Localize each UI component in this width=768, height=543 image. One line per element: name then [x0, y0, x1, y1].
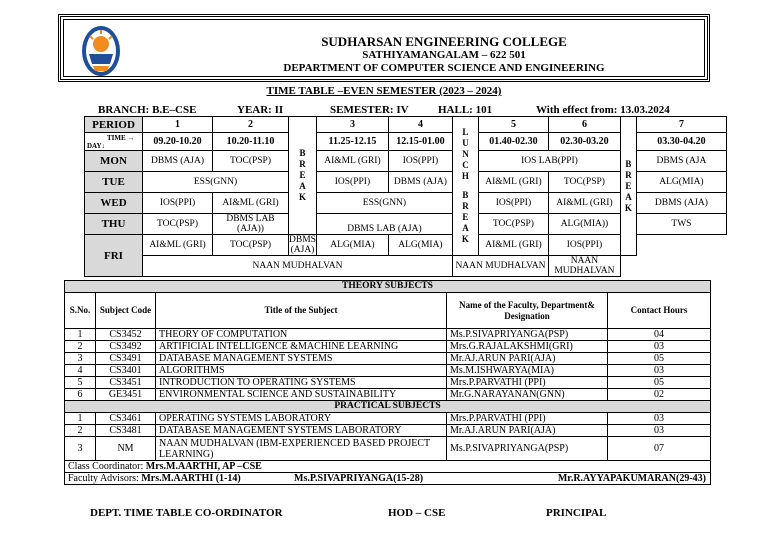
semester-label: SEMESTER: IV [330, 104, 409, 116]
effect-date-label: With effect from: 13.03.2024 [536, 104, 670, 116]
period-number: 2 [213, 117, 289, 133]
timetable-cell: NAAN MUDHALVAN [548, 256, 620, 277]
day-thu: THU [85, 214, 143, 235]
title-cell: THEORY OF COMPUTATION [156, 329, 447, 341]
sno-cell: 1 [65, 329, 96, 341]
principal-signature: PRINCIPAL [546, 507, 607, 519]
title-cell: NAAN MUDHALVAN (IBM-EXPERIENCED BASED PROJECT LEARNING) [156, 437, 447, 461]
title-cell: DATABASE MANAGEMENT SYSTEMS LABORATORY [156, 425, 447, 437]
table-row [65, 329, 711, 341]
period-time: 11.25-12.15 [316, 133, 388, 151]
college-header [58, 14, 710, 82]
timetable-cell: TOC(PSP) [213, 235, 289, 256]
timetable-cell: ALG(MIA)) [548, 214, 620, 235]
coordinator-name: Mrs.M.AARTHI, AP –CSE [145, 461, 262, 472]
hours-cell: 03 [608, 341, 711, 353]
timetable-cell: IOS(PPI) [478, 193, 548, 214]
timetable-cell: AI&ML (GRI) [316, 151, 388, 172]
hours-cell: 03 [608, 425, 711, 437]
code-cell: CS3461 [96, 413, 156, 425]
timetable-cell: TOC(PSP) [143, 214, 213, 235]
day-tue: TUE [85, 172, 143, 193]
timetable-cell: IOS(PPI) [143, 193, 213, 214]
hod-signature: HOD – CSE [388, 507, 446, 519]
hours-cell: 03 [608, 365, 711, 377]
time-label: TIME → [107, 133, 135, 142]
column-header: Subject Code [96, 293, 156, 329]
timetable-cell: TOC(PSP) [213, 151, 289, 172]
department-name: DEPARTMENT OF COMPUTER SCIENCE AND ENGINEERING [283, 62, 605, 74]
hours-cell: 04 [608, 329, 711, 341]
advisors-label: Faculty Advisors: [68, 473, 142, 484]
hours-cell: 03 [608, 413, 711, 425]
sno-cell: 6 [65, 389, 96, 401]
break-letter: B [299, 148, 306, 158]
code-cell: CS3491 [96, 353, 156, 365]
timetable-grid [84, 116, 727, 277]
lunch-letter: N [462, 149, 469, 159]
period-number: 4 [388, 117, 452, 133]
lunch-break-letter: R [462, 201, 469, 211]
timetable-cell: AI&ML (GRI) [478, 172, 548, 193]
period-time: 01.40-02.30 [478, 133, 548, 151]
year-label: YEAR: II [237, 104, 284, 116]
timetable-cell: IOS(PPI) [316, 172, 388, 193]
code-cell: CS3481 [96, 425, 156, 437]
hours-cell: 02 [608, 389, 711, 401]
lunch-column [452, 117, 478, 256]
lunch-letter: L [462, 127, 469, 137]
coordinator-label: Class Coordinator: [68, 461, 146, 472]
table-row [65, 425, 711, 437]
period-time: 02.30-03.20 [548, 133, 620, 151]
timetable-cell: TWS [636, 214, 726, 235]
college-place: SATHIYAMANGALAM – 622 501 [362, 49, 526, 61]
period-time: 09.20-10.20 [143, 133, 213, 151]
faculty-cell: Ms.P.SIVAPRIYANGA(PSP) [447, 437, 608, 461]
sno-cell: 3 [65, 437, 96, 461]
sno-cell: 4 [65, 365, 96, 377]
lunch-letter: H [461, 171, 469, 181]
faculty-cell: Mrs.P.PARVATHI (PPI) [447, 377, 608, 389]
table-row [65, 341, 711, 353]
sno-cell: 2 [65, 341, 96, 353]
break-letter: R [625, 169, 632, 180]
title-cell: INTRODUCTION TO OPERATING SYSTEMS [156, 377, 447, 389]
sno-cell: 1 [65, 413, 96, 425]
faculty-cell: Ms.M.ISHWARYA(MIA) [447, 365, 608, 377]
break-letter: A [625, 191, 632, 202]
timetable-cell: ALG(MIA) [388, 235, 452, 256]
table-row [65, 437, 711, 461]
column-header: Title of the Subject [156, 293, 447, 329]
timetable-cell: AI&ML (GRI) [478, 235, 548, 256]
branch-label: BRANCH: B.E–CSE [98, 104, 197, 116]
period-time: 03.30-04.20 [636, 133, 726, 151]
time-day-cell [85, 133, 143, 151]
lunch-break-letter: E [462, 212, 469, 222]
period-number: 3 [316, 117, 388, 133]
timetable-cell: DBMS (AJA) [143, 151, 213, 172]
lunch-letter: C [462, 160, 469, 170]
timetable-cell: IOS(PPI) [388, 151, 452, 172]
timetable-cell: AI&ML (GRI) [213, 193, 289, 214]
timetable-cell: ESS(GNN) [316, 193, 452, 214]
break-letter: R [299, 159, 306, 169]
faculty-cell: Mr.AJ.ARUN PARI(AJA) [447, 353, 608, 365]
code-cell: NM [96, 437, 156, 461]
advisor-name: Ms.P.SIVAPRIYANGA(15-28) [294, 473, 424, 484]
table-row [65, 353, 711, 365]
timetable-cell: IOS LAB(PPI) [478, 151, 620, 172]
timetable-cell: TOC(PSP) [548, 172, 620, 193]
day-mon: MON [85, 151, 143, 172]
title-cell: ENVIRONMENTAL SCIENCE AND SUSTAINABILITY [156, 389, 447, 401]
timetable-cell: IOS(PPI) [548, 235, 620, 256]
hours-cell: 07 [608, 437, 711, 461]
class-coordinator-row [65, 461, 711, 473]
timetable-cell: DBMS LAB (AJA) [316, 214, 452, 235]
timetable-cell: ALG(MIA) [636, 172, 726, 193]
day-wed: WED [85, 193, 143, 214]
subjects-table [64, 280, 711, 485]
period-number: 7 [636, 117, 726, 133]
advisor-name: Mr.R.AYYAPAKUMARAN(29-43) [557, 473, 706, 484]
break-letter: E [625, 180, 632, 191]
lunch-break-letter: B [462, 190, 469, 200]
hall-label: HALL: 101 [438, 104, 493, 116]
timetable-cell: ESS(GNN) [143, 172, 289, 193]
timetable-cell: NAAN MUDHALVAN [452, 256, 548, 277]
advisor-name: Mrs.M.AARTHI (1-14) [141, 473, 241, 484]
theory-heading: THEORY SUBJECTS [65, 281, 711, 293]
column-header: Contact Hours [608, 293, 711, 329]
break-column-2 [620, 117, 636, 256]
college-name: SUDHARSAN ENGINEERING COLLEGE [321, 34, 567, 49]
timetable-title: TIME TABLE –EVEN SEMESTER (2023 – 2024) [266, 85, 502, 97]
timetable-cell: DBMS (AJA [636, 151, 726, 172]
faculty-cell: Mr.AJ.ARUN PARI(AJA) [447, 425, 608, 437]
lunch-break-letter: K [461, 234, 469, 244]
period-number: 5 [478, 117, 548, 133]
table-row [65, 365, 711, 377]
title-cell: ARTIFICIAL INTELLIGENCE &MACHINE LEARNING [156, 341, 447, 353]
code-cell: GE3451 [96, 389, 156, 401]
day-label: DAY↓ [87, 141, 106, 150]
timetable-cell: AI&ML (GRI) [143, 235, 213, 256]
period-time: 12.15-01.00 [388, 133, 452, 151]
timetable-cell: AI&ML (GRI) [548, 193, 620, 214]
column-header: Name of the Faculty, Department& Designation [447, 293, 608, 329]
title-cell: ALGORITHMS [156, 365, 447, 377]
period-time: 10.20-11.10 [213, 133, 289, 151]
timetable-coordinator-signature: DEPT. TIME TABLE CO-ORDINATOR [90, 507, 283, 519]
timetable-cell: ALG(MIA) [316, 235, 388, 256]
break-letter: E [299, 170, 306, 180]
break-letter: K [298, 192, 306, 202]
lunch-break-letter: A [462, 223, 469, 233]
title-cell: DATABASE MANAGEMENT SYSTEMS [156, 353, 447, 365]
faculty-cell: Mr.G.NARAYANAN(GNN) [447, 389, 608, 401]
practical-heading: PRACTICAL SUBJECTS [65, 401, 711, 413]
college-logo-icon [80, 24, 122, 78]
faculty-advisors-row [65, 473, 711, 485]
hours-cell: 05 [608, 353, 711, 365]
faculty-cell: Mrs.G.RAJALAKSHMI(GRI) [447, 341, 608, 353]
code-cell: CS3452 [96, 329, 156, 341]
table-row [65, 377, 711, 389]
day-fri: FRI [85, 235, 143, 277]
code-cell: CS3451 [96, 377, 156, 389]
period-header: PERIOD [85, 117, 143, 133]
column-header: S.No. [65, 293, 96, 329]
sno-cell: 5 [65, 377, 96, 389]
faculty-cell: Ms.P.SIVAPRIYANGA(PSP) [447, 329, 608, 341]
break-letter: A [299, 181, 306, 191]
break-letter: K [624, 202, 632, 213]
break-column [289, 117, 317, 235]
sno-cell: 2 [65, 425, 96, 437]
break-letter: B [625, 158, 632, 169]
table-row [65, 389, 711, 401]
code-cell: CS3492 [96, 341, 156, 353]
table-row [65, 413, 711, 425]
timetable-cell: DBMS (AJA) [289, 235, 316, 255]
faculty-cell: Mrs.P.PARVATHI (PPI) [447, 413, 608, 425]
timetable-cell: DBMS (AJA) [388, 172, 452, 193]
timetable-cell: DBMS LAB (AJA)) [213, 214, 289, 235]
timetable-cell: DBMS (AJA) [636, 193, 726, 214]
hours-cell: 05 [608, 377, 711, 389]
period-number: 1 [143, 117, 213, 133]
period-number: 6 [548, 117, 620, 133]
timetable-cell: NAAN MUDHALVAN [143, 256, 453, 277]
code-cell: CS3401 [96, 365, 156, 377]
title-cell: OPERATING SYSTEMS LABORATORY [156, 413, 447, 425]
lunch-letter: U [462, 138, 469, 148]
timetable-cell: TOC(PSP) [478, 214, 548, 235]
sno-cell: 3 [65, 353, 96, 365]
